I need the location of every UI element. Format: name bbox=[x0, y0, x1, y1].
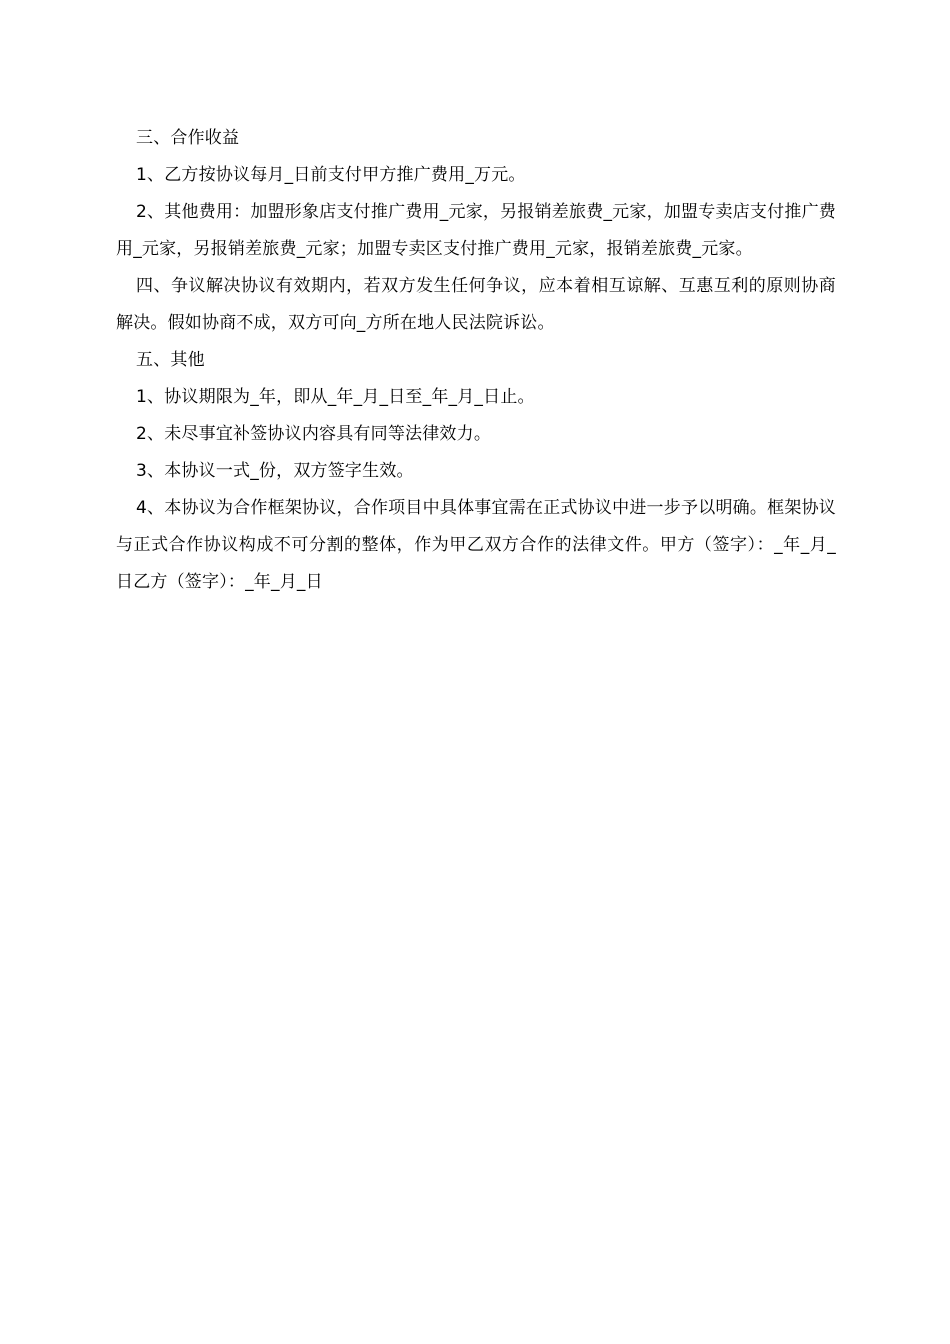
clause-copies: 3、本协议一式_份，双方签字生效。 bbox=[136, 461, 414, 481]
clause-promotion-fee: 1、乙方按协议每月_日前支付甲方推广费用_万元。 bbox=[136, 165, 526, 185]
clause-framework-signatures: 4、本协议为合作框架协议，合作项目中具体事宜需在正式协议中进一步予以明确。框架协议与正式合作协议构成不可分割的整体，作为甲乙双方合作的法律文件。甲方（签字）：_年_月_日乙方（签字）：_年_月_日 bbox=[116, 498, 836, 592]
clause-other-fees: 2、其他费用：加盟形象店支付推广费用_元家，另报销差旅费_元家，加盟专卖店支付推广费用_元家，另报销差旅费_元家；加盟专卖区支付推广费用_元家，报销差旅费_元家。 bbox=[116, 202, 836, 259]
section-dispute-resolution: 四、争议解决协议有效期内，若双方发生任何争议，应本着相互谅解、互惠互利的原则协商解决。假如协商不成，双方可向_方所在地人民法院诉讼。 bbox=[116, 276, 836, 333]
clause-term: 1、协议期限为_年，即从_年_月_日至_年_月_日止。 bbox=[136, 387, 535, 407]
document-body bbox=[116, 120, 836, 601]
section-heading-other: 五、其他 bbox=[136, 350, 205, 370]
clause-supplementary: 2、未尽事宜补签协议内容具有同等法律效力。 bbox=[136, 424, 492, 444]
section-heading-revenue: 三、合作收益 bbox=[136, 128, 240, 148]
